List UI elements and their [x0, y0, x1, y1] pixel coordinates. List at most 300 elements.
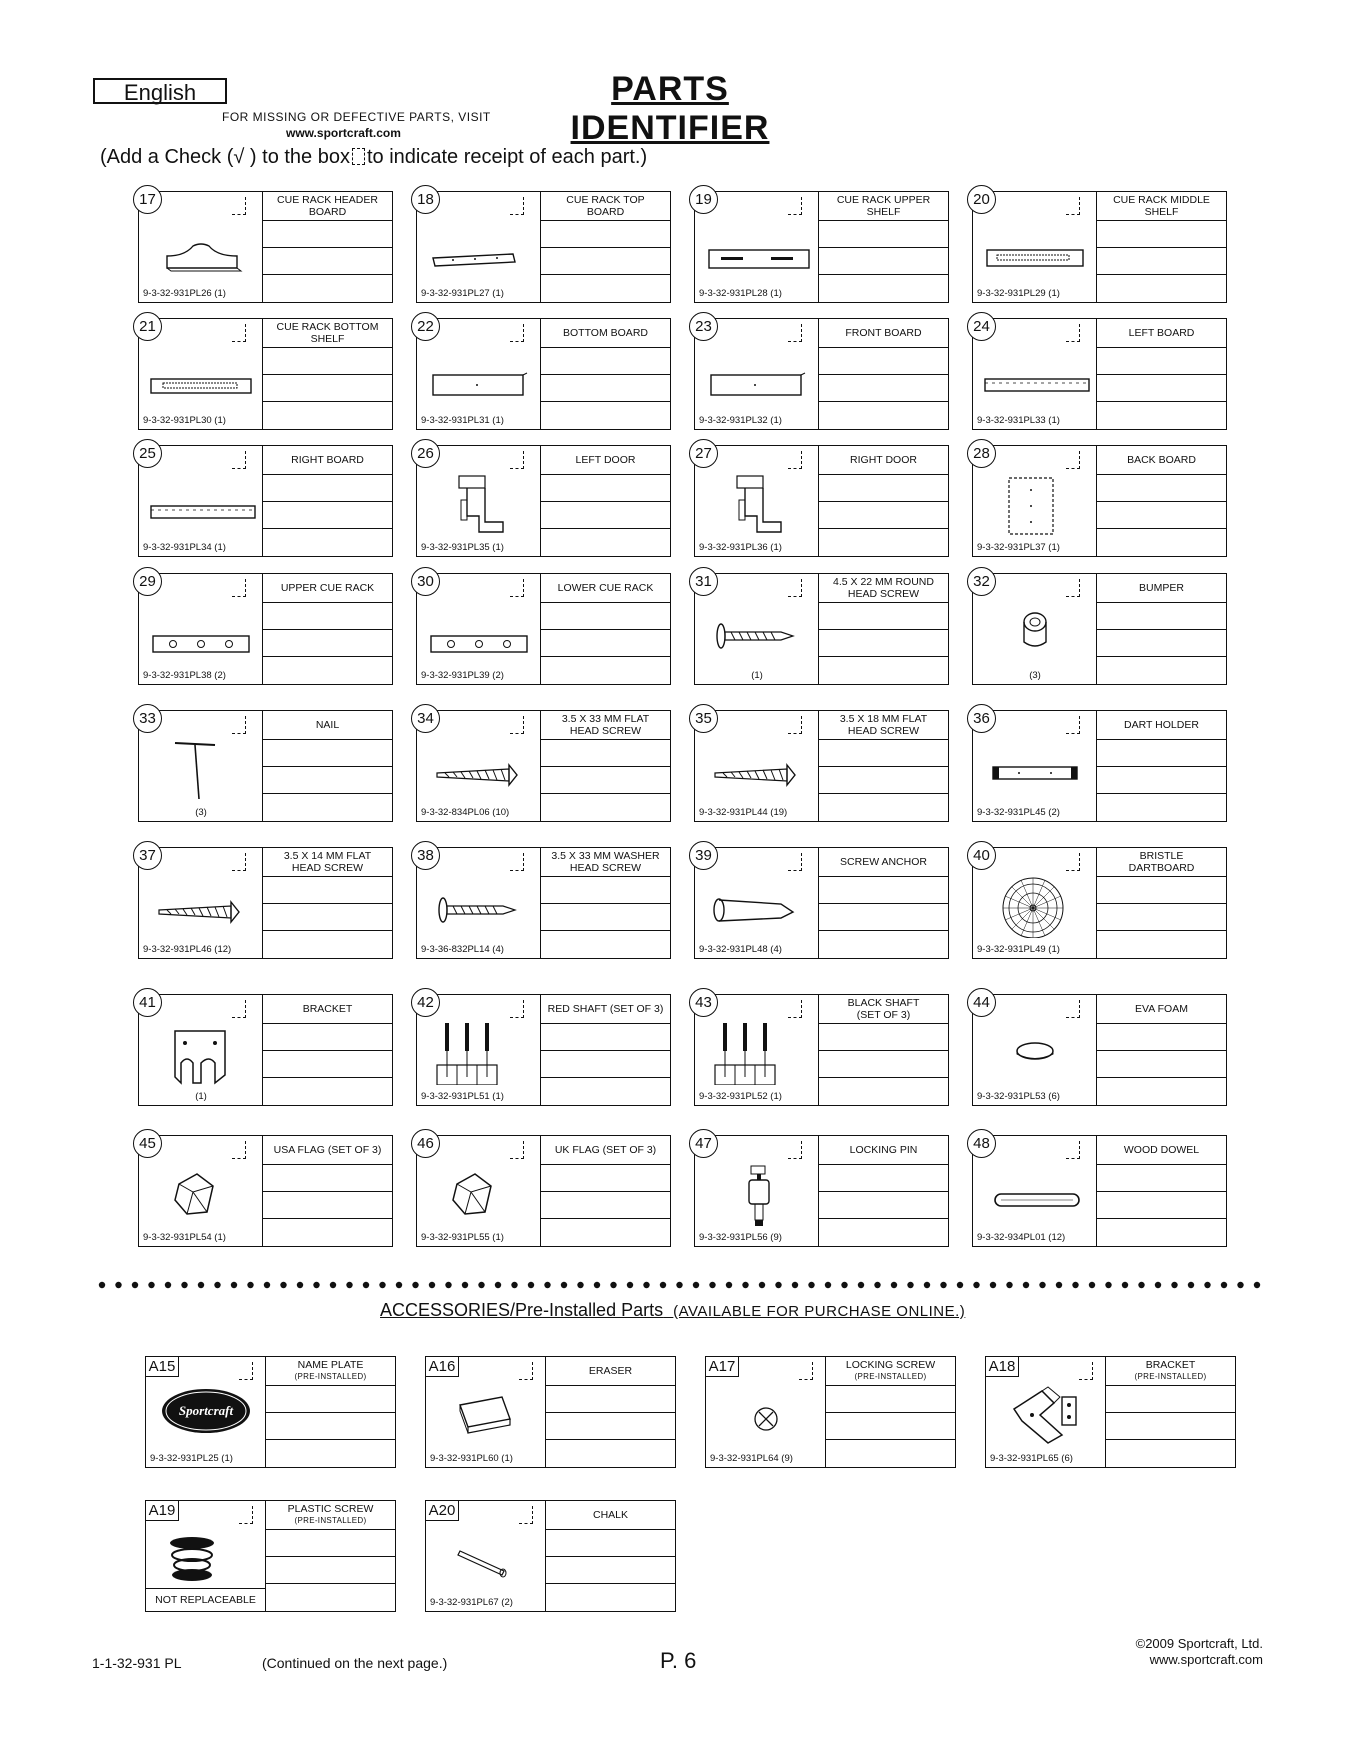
accessory-note: (PRE-INSTALLED): [294, 1516, 367, 1525]
accessory-card-a16: [425, 1356, 676, 1468]
part-number: 30: [411, 567, 440, 596]
door-icon: [701, 472, 813, 536]
part-label-line: BRISTLE: [1139, 850, 1184, 862]
part-code: 9-3-32-931PL44 (19): [699, 807, 788, 818]
checkbox[interactable]: [510, 579, 524, 597]
accessory-card-a17: [705, 1356, 956, 1468]
accessory-note: (PRE-INSTALLED): [1134, 1372, 1207, 1381]
accessory-code: 9-3-32-931PL25 (1): [150, 1453, 233, 1464]
dartboard-icon: [979, 874, 1091, 938]
part-card-19: [694, 191, 949, 303]
entry-line: [540, 903, 670, 904]
part-label-lines: [316, 719, 339, 731]
checkbox[interactable]: [1066, 579, 1080, 597]
part-number: 45: [133, 1129, 162, 1158]
part-label: [262, 192, 393, 220]
entry-line: [262, 903, 392, 904]
entry-line: [1096, 766, 1226, 767]
entry-line: [540, 1050, 670, 1051]
part-label-line: EVA FOAM: [1135, 1003, 1188, 1015]
part-label: [1096, 1136, 1227, 1164]
part-card-28: [972, 445, 1227, 557]
chalk-icon: [432, 1523, 540, 1589]
flag-icon: [423, 1162, 535, 1226]
part-label: [262, 711, 393, 739]
part-card-38: [416, 847, 671, 959]
entry-line: [818, 793, 948, 794]
entry-line: [540, 793, 670, 794]
part-label: [540, 446, 671, 474]
part-number: 23: [689, 312, 718, 341]
board-icon: [423, 345, 535, 409]
checkbox[interactable]: [799, 1362, 813, 1380]
part-code: 9-3-32-934PL01 (12): [977, 1232, 1066, 1243]
checkbox[interactable]: [232, 853, 246, 871]
accessory-card-a19: [145, 1500, 396, 1612]
accessory-code: NOT REPLACEABLE: [146, 1588, 265, 1611]
checkbox-icon: [352, 148, 365, 165]
part-card-43: [694, 994, 949, 1106]
entry-line: [1096, 501, 1226, 502]
page-title: PARTS IDENTIFIER: [570, 70, 770, 147]
part-number: 26: [411, 439, 440, 468]
part-code: 9-3-32-931PL31 (1): [421, 415, 504, 426]
part-label-line: 3.5 X 14 MM FLAT: [283, 850, 372, 862]
footer-website[interactable]: www.sportcraft.com: [1149, 1652, 1263, 1667]
checkbox[interactable]: [1079, 1362, 1093, 1380]
instruction-after: to indicate receipt of each part.): [366, 146, 648, 168]
part-label-line: HEAD SCREW: [569, 725, 642, 737]
part-label-line: CUE RACK MIDDLE: [1113, 194, 1210, 206]
part-label-lines: [558, 582, 654, 594]
accessory-number: A19: [146, 1501, 179, 1521]
part-label-lines: [833, 576, 934, 600]
part-label: [1096, 711, 1227, 739]
part-code: 9-3-32-931PL37 (1): [977, 542, 1060, 553]
part-code: 9-3-36-832PL14 (4): [421, 944, 504, 955]
part-label-line: CUE RACK UPPER: [836, 194, 931, 206]
upper-shelf-icon: [701, 218, 813, 282]
checkbox[interactable]: [788, 716, 802, 734]
part-card-47: [694, 1135, 949, 1247]
part-label-lines: [1135, 1003, 1188, 1015]
entry-line: [262, 1050, 392, 1051]
accessory-name: CHALK: [592, 1509, 628, 1521]
part-label-line: HEAD SCREW: [569, 862, 642, 874]
part-label-lines: [850, 454, 917, 466]
accessory-label: [825, 1357, 956, 1385]
entry-line: [540, 220, 670, 221]
part-label-line: HEAD SCREW: [291, 862, 364, 874]
entry-line: [1105, 1385, 1235, 1386]
accessory-label: [265, 1501, 396, 1529]
part-number: 38: [411, 841, 440, 870]
entry-line: [818, 1077, 948, 1078]
part-card-46: [416, 1135, 671, 1247]
part-label-line: 4.5 X 22 MM ROUND: [833, 576, 934, 588]
entry-line: [1096, 876, 1226, 877]
checkbox[interactable]: [1066, 451, 1080, 469]
part-code: 9-3-32-931PL52 (1): [699, 1091, 782, 1102]
part-card-34: [416, 710, 671, 822]
part-number: 40: [967, 841, 996, 870]
entry-line: [1096, 629, 1226, 630]
entry-line: [825, 1385, 955, 1386]
part-number: 44: [967, 988, 996, 1017]
part-code: 9-3-32-931PL54 (1): [143, 1232, 226, 1243]
part-label-lines: [1113, 194, 1210, 218]
entry-line: [545, 1385, 675, 1386]
checkbox[interactable]: [1066, 324, 1080, 342]
entry-line: [540, 766, 670, 767]
entry-line: [262, 1077, 392, 1078]
entry-line: [1096, 1164, 1226, 1165]
checkbox[interactable]: [788, 324, 802, 342]
accessory-note: (PRE-INSTALLED): [854, 1372, 927, 1381]
part-code: (3): [1029, 670, 1041, 681]
part-label-line: CUE RACK HEADER: [277, 194, 378, 206]
part-card-44: [972, 994, 1227, 1106]
entry-line: [540, 739, 670, 740]
entry-line: [818, 1023, 948, 1024]
plastic-screw-icon: [152, 1523, 260, 1589]
part-label: [1096, 574, 1227, 602]
part-card-24: [972, 318, 1227, 430]
accessory-label: [265, 1357, 396, 1385]
checkbox[interactable]: [239, 1506, 253, 1524]
part-label: [540, 574, 671, 602]
checkbox[interactable]: [510, 716, 524, 734]
part-card-22: [416, 318, 671, 430]
checkbox[interactable]: [232, 1000, 246, 1018]
part-number: 29: [133, 567, 162, 596]
checkbox[interactable]: [232, 716, 246, 734]
part-label-line: USA FLAG (SET OF 3): [273, 1144, 382, 1156]
checkbox[interactable]: [1066, 197, 1080, 215]
checkbox[interactable]: [788, 451, 802, 469]
part-label-line: CUE RACK TOP: [566, 194, 645, 206]
entry-line: [1096, 1050, 1226, 1051]
entry-line: [1096, 739, 1226, 740]
checkbox[interactable]: [510, 197, 524, 215]
flat-screw-icon: [145, 874, 257, 938]
doc-code: 1-1-32-931 PL: [92, 1655, 182, 1671]
entry-line: [1096, 401, 1226, 402]
part-label-line: SHELF: [866, 206, 901, 218]
part-label-line: NAIL: [315, 719, 340, 731]
entry-line: [818, 1164, 948, 1165]
long-board-icon: [979, 345, 1091, 409]
part-label: [818, 848, 949, 876]
checkbox[interactable]: [1066, 1000, 1080, 1018]
part-label: [262, 995, 393, 1023]
part-label-line: BOARD: [308, 206, 347, 218]
checkbox[interactable]: [788, 197, 802, 215]
entry-line: [1096, 656, 1226, 657]
part-label-line: BLACK SHAFT: [847, 997, 920, 1009]
accessory-name: NAME PLATE: [297, 1359, 364, 1371]
checkbox[interactable]: [788, 579, 802, 597]
checkbox[interactable]: [788, 853, 802, 871]
part-label-lines: [551, 850, 659, 874]
part-number: 46: [411, 1129, 440, 1158]
part-label-lines: [555, 1144, 656, 1156]
part-label-lines: [1129, 327, 1195, 339]
entry-line: [545, 1583, 675, 1584]
part-code: 9-3-32-931PL49 (1): [977, 944, 1060, 955]
checkbox[interactable]: [510, 451, 524, 469]
part-label-lines: [1124, 1144, 1199, 1156]
part-card-37: [138, 847, 393, 959]
entry-line: [540, 930, 670, 931]
part-label-line: SHELF: [1144, 206, 1179, 218]
flat-screw-icon: [423, 737, 535, 801]
part-code: 9-3-32-931PL33 (1): [977, 415, 1060, 426]
part-code: 9-3-32-931PL32 (1): [699, 415, 782, 426]
checkbox[interactable]: [788, 1000, 802, 1018]
entry-line: [540, 656, 670, 657]
entry-line: [818, 1218, 948, 1219]
checkbox[interactable]: [788, 1141, 802, 1159]
entry-line: [825, 1412, 955, 1413]
accessory-number: A16: [426, 1357, 459, 1377]
checkbox[interactable]: [1066, 1141, 1080, 1159]
entry-line: [540, 474, 670, 475]
part-label: [818, 574, 949, 602]
top-board-icon: [423, 218, 535, 282]
entry-line: [818, 474, 948, 475]
part-number: 32: [967, 567, 996, 596]
part-card-45: [138, 1135, 393, 1247]
cue-rack-icon: [423, 600, 535, 664]
accessory-code: 9-3-32-931PL64 (9): [710, 1453, 793, 1464]
part-code: 9-3-32-931PL39 (2): [421, 670, 504, 681]
continued-note: (Continued on the next page.): [262, 1655, 448, 1671]
part-label-line: 3.5 X 33 MM WASHER: [551, 850, 660, 862]
part-label-line: FRONT BOARD: [845, 327, 922, 339]
round-screw-icon: [423, 874, 535, 938]
part-label: [1096, 192, 1227, 220]
part-label-line: CUE RACK BOTTOM: [276, 321, 379, 333]
part-label-line: HEAD SCREW: [847, 588, 920, 600]
part-number: 24: [967, 312, 996, 341]
entry-line: [1096, 793, 1226, 794]
part-code: 9-3-32-931PL56 (9): [699, 1232, 782, 1243]
part-label-line: RED SHAFT (SET OF 3): [547, 1003, 664, 1015]
entry-line: [818, 602, 948, 603]
part-label-lines: [281, 582, 374, 594]
part-code: 9-3-32-931PL55 (1): [421, 1232, 504, 1243]
part-label-lines: [1127, 454, 1196, 466]
part-card-20: [972, 191, 1227, 303]
part-code: 9-3-32-931PL29 (1): [977, 288, 1060, 299]
part-label-line: LEFT DOOR: [575, 454, 636, 466]
checkbox[interactable]: [232, 197, 246, 215]
footer-right: [1136, 1636, 1263, 1668]
entry-line: [1096, 930, 1226, 931]
part-label: [818, 1136, 949, 1164]
part-label: [262, 574, 393, 602]
part-number: 18: [411, 185, 440, 214]
door-icon: [423, 472, 535, 536]
accessories-subheading: (AVAILABLE FOR PURCHASE ONLINE.): [673, 1303, 966, 1320]
part-label-line: UK FLAG (SET OF 3): [554, 1144, 657, 1156]
checkbox[interactable]: [510, 1141, 524, 1159]
checkbox[interactable]: [239, 1362, 253, 1380]
part-card-18: [416, 191, 671, 303]
part-card-23: [694, 318, 949, 430]
accessory-number: A17: [706, 1357, 739, 1377]
checkbox[interactable]: [232, 324, 246, 342]
entry-line: [818, 347, 948, 348]
part-label-line: HEAD SCREW: [847, 725, 920, 737]
entry-line: [262, 602, 392, 603]
nail-icon: [145, 737, 257, 801]
part-label: [540, 192, 671, 220]
part-number: 34: [411, 704, 440, 733]
part-code: (3): [195, 807, 207, 818]
part-label-lines: [566, 194, 644, 218]
accessory-code: 9-3-32-931PL65 (6): [990, 1453, 1073, 1464]
entry-line: [540, 602, 670, 603]
entry-line: [1096, 247, 1226, 248]
entry-line: [262, 930, 392, 931]
entry-line: [540, 501, 670, 502]
checkbox[interactable]: [232, 451, 246, 469]
entry-line: [262, 347, 392, 348]
part-number: 43: [689, 988, 718, 1017]
part-number: 37: [133, 841, 162, 870]
entry-line: [545, 1439, 675, 1440]
entry-line: [262, 401, 392, 402]
part-label-lines: [848, 997, 920, 1021]
accessory-name: ERASER: [588, 1365, 633, 1377]
part-code: 9-3-32-931PL26 (1): [143, 288, 226, 299]
instruction-before: (Add a Check (√ ) to the box: [100, 146, 350, 168]
entry-line: [1096, 347, 1226, 348]
part-label-line: WOOD DOWEL: [1123, 1144, 1200, 1156]
checkbox[interactable]: [519, 1362, 533, 1380]
part-code: 9-3-32-931PL36 (1): [699, 542, 782, 553]
part-number: 19: [689, 185, 718, 214]
part-card-42: [416, 994, 671, 1106]
entry-line: [818, 374, 948, 375]
part-label: [1096, 995, 1227, 1023]
accessory-label: [545, 1501, 676, 1529]
entry-line: [265, 1556, 395, 1557]
entry-line: [818, 401, 948, 402]
accessory-label: [545, 1357, 676, 1385]
accessory-card-a20: [425, 1500, 676, 1612]
checkbox[interactable]: [1066, 716, 1080, 734]
entry-line: [265, 1412, 395, 1413]
part-label-lines: [303, 1003, 353, 1015]
part-label-lines: [840, 713, 927, 737]
part-label-line: LEFT BOARD: [1128, 327, 1195, 339]
part-label-line: 3.5 X 33 MM FLAT: [561, 713, 650, 725]
checkbox[interactable]: [232, 579, 246, 597]
checkbox[interactable]: [232, 1141, 246, 1159]
part-code: 9-3-32-931PL38 (2): [143, 670, 226, 681]
part-number: 31: [689, 567, 718, 596]
checkbox[interactable]: [519, 1506, 533, 1524]
part-label-line: BRACKET: [302, 1003, 353, 1015]
part-label-line: (SET OF 3): [856, 1009, 911, 1021]
part-label-line: RIGHT DOOR: [850, 454, 917, 466]
accessory-code: 9-3-32-931PL67 (2): [430, 1597, 513, 1608]
checkbox[interactable]: [510, 853, 524, 871]
part-number: 22: [411, 312, 440, 341]
entry-line: [540, 1023, 670, 1024]
part-card-41: [138, 994, 393, 1106]
instruction: [100, 146, 647, 169]
part-label-line: SCREW ANCHOR: [840, 856, 927, 868]
copyright: ©2009 Sportcraft, Ltd.: [1135, 1636, 1263, 1651]
entry-line: [262, 876, 392, 877]
accessory-number: A18: [986, 1357, 1019, 1377]
part-number: 36: [967, 704, 996, 733]
eraser-icon: [432, 1379, 540, 1445]
entry-line: [262, 274, 392, 275]
checkbox[interactable]: [510, 1000, 524, 1018]
part-card-31: [694, 573, 949, 685]
part-label: [540, 319, 671, 347]
entry-line: [262, 656, 392, 657]
entry-line: [545, 1412, 675, 1413]
entry-line: [818, 1191, 948, 1192]
part-label: [262, 848, 393, 876]
part-code: 9-3-32-931PL51 (1): [421, 1091, 504, 1102]
entry-line: [262, 474, 392, 475]
part-label-lines: [576, 454, 636, 466]
entry-line: [540, 629, 670, 630]
sportcraft-logo: Sportcraft: [178, 1403, 234, 1418]
part-code: 9-3-32-931PL46 (12): [143, 944, 232, 955]
part-label: [1096, 848, 1227, 876]
part-code: 9-3-32-931PL45 (2): [977, 807, 1060, 818]
entry-line: [262, 1164, 392, 1165]
checkbox[interactable]: [510, 324, 524, 342]
part-number: 33: [133, 704, 162, 733]
locking-screw-icon: [712, 1379, 820, 1445]
foam-icon: [979, 1021, 1091, 1085]
entry-line: [262, 247, 392, 248]
entry-line: [1105, 1439, 1235, 1440]
part-card-36: [972, 710, 1227, 822]
board-icon: [701, 345, 813, 409]
bracket-icon: [145, 1021, 257, 1085]
checkbox[interactable]: [1066, 853, 1080, 871]
part-label-line: SHELF: [310, 333, 345, 345]
accessory-number: A15: [146, 1357, 179, 1377]
entry-line: [262, 793, 392, 794]
part-number: 17: [133, 185, 162, 214]
part-label-lines: [291, 454, 364, 466]
entry-line: [1096, 274, 1226, 275]
part-label-lines: [1124, 719, 1199, 731]
entry-line: [1096, 1218, 1226, 1219]
website-link[interactable]: www.sportcraft.com: [286, 126, 401, 140]
entry-line: [1096, 602, 1226, 603]
entry-line: [818, 930, 948, 931]
entry-line: [262, 1218, 392, 1219]
entry-line: [545, 1556, 675, 1557]
part-label: [818, 995, 949, 1023]
part-code: (1): [195, 1091, 207, 1102]
entry-line: [540, 1218, 670, 1219]
accessory-number: A20: [426, 1501, 459, 1521]
part-label-lines: [840, 856, 927, 868]
